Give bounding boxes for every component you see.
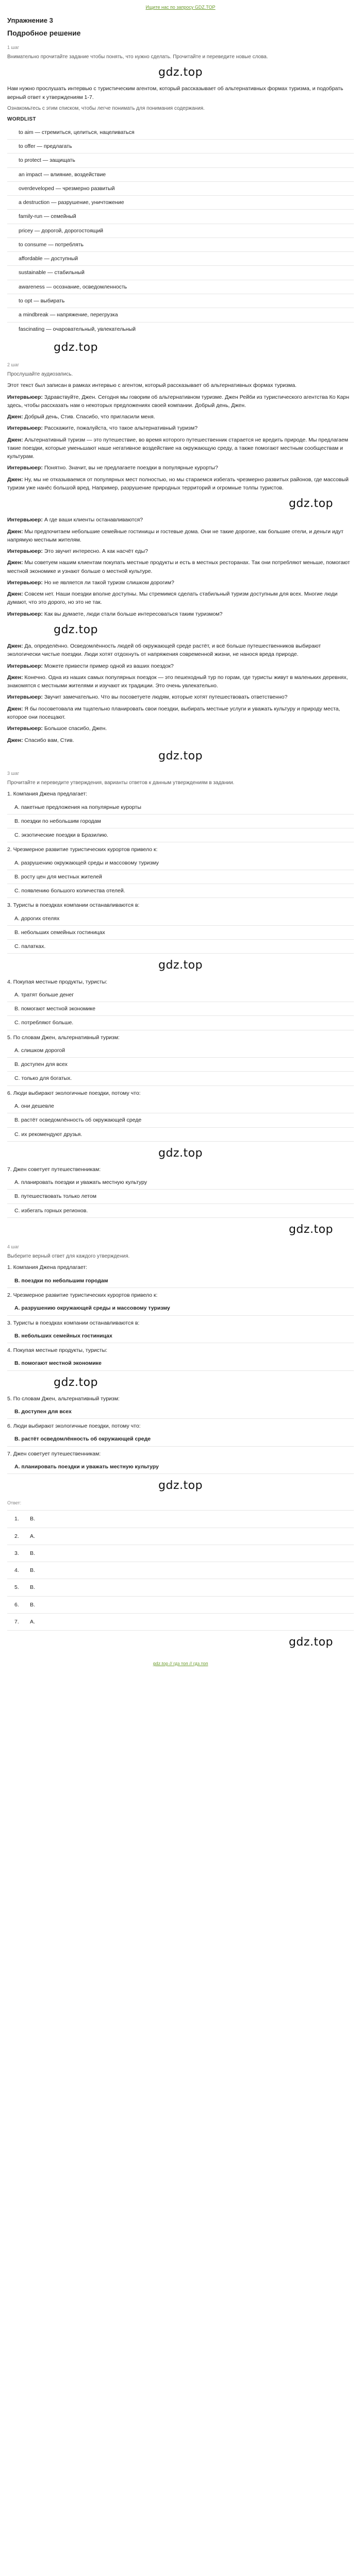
answer-option: A. планировать поездки и уважать местную культуру [7, 1176, 354, 1190]
chosen-answer: B. поездки по небольшим городам [14, 1277, 108, 1284]
speaker-text: Понятно. Значит, вы не предлагаете поездки в популярные курорты? [44, 465, 218, 471]
answer-option: A. слишком дорогой [7, 1044, 354, 1058]
speaker-text: Расскажите, пожалуйста, что такое альтернативный туризм? [44, 425, 198, 432]
chosen-answer: B. небольших семейных гостиницах [14, 1332, 112, 1339]
transcript-line [7, 558, 354, 575]
transcript-line [7, 476, 354, 493]
answer-option: B. росту цен для местных жителей [7, 870, 354, 884]
step-3-label: 3 шаг [7, 770, 20, 776]
wordlist-item: to aim — стремиться, целиться, нацеливаться [7, 126, 354, 140]
answer-option: C. экзотические поездки в Бразилию. [7, 828, 354, 842]
chosen-option [7, 1357, 354, 1370]
exercise-title: Упражнение 3 [7, 16, 53, 24]
transcript-line [7, 693, 354, 701]
answer-option: B. помогают местной экономике [7, 1002, 354, 1016]
watermark: gdz.top [288, 497, 333, 511]
speaker-text: Добрый день, Стив. Спасибо, что пригласили меня. [24, 414, 155, 420]
transcript-line [7, 579, 354, 587]
answer-option: C. их рекомендуют друзья. [7, 1128, 354, 1142]
transcript-line [7, 436, 354, 461]
answer-number: 1. [14, 1516, 19, 1522]
speaker-text: Этот текст был записан в рамках интервью с агентом, который рассказывает об альтернативных формах туризма. [7, 382, 297, 389]
wordlist-item: awareness — осознание, осведомленность [7, 280, 354, 294]
wordlist [7, 126, 354, 336]
speaker-text: Мы советуем нашим клиентам покупать местные продукты и есть в местных ресторанах. Так они потребляют меньше, помогают местной экономике и узнают больше о местной культуре. [7, 560, 350, 574]
transcript-line [7, 662, 354, 670]
transcript-line [7, 610, 354, 618]
question-text: 1. Компания Джена предлагает: [7, 791, 88, 798]
answer-option: B. небольших семейных гостиницах [7, 926, 354, 940]
speaker-text: Можете привести пример одной из ваших поездок? [44, 663, 174, 669]
speaker-name: Джен: [7, 705, 23, 712]
question-text: 4. Покупая местные продукты, туристы: [7, 978, 108, 985]
wordlist-item: pricey — дорогой, дорогостоящий [7, 224, 354, 238]
chosen-option [7, 1460, 354, 1474]
step-4-label: 4 шаг [7, 1244, 20, 1250]
speaker-name: Джен: [7, 591, 23, 598]
speaker-text: Я бы посоветовала им тщательно планировать свои поездки, выбирать местные услуги и уважать культуру и природу места, которое они посещают. [7, 705, 340, 720]
question-text: 6. Люди выбирают экологичные поездки, потому что: [7, 1090, 141, 1096]
answer-value: A. [30, 1533, 35, 1539]
transcript-line [7, 642, 354, 659]
speaker-name: Интервьюер: [7, 517, 43, 523]
wordlist-item: affordable — доступный [7, 252, 354, 266]
step-2-text: Прослушайте аудиозапись. [7, 371, 73, 377]
speaker-name: Джен: [7, 560, 23, 566]
speaker-name: Джен: [7, 476, 23, 483]
watermark: gdz.top [288, 1223, 333, 1236]
chosen-answer: A. разрушению окружающей среды и массовому туризму [14, 1305, 170, 1312]
answer-number: 2. [14, 1533, 19, 1539]
chosen-answer: B. доступен для всех [14, 1408, 72, 1415]
speaker-text: Здравствуйте, Джен. Сегодня мы говорим об альтернативном туризме. Джен Рейби из туристического агентства Ко Карн здесь, чтобы рассказать нам о некоторых предложениях своей компании. Добрый день, Джен. [7, 394, 350, 409]
answer-value: B. [30, 1584, 35, 1591]
watermark: gdz.top [158, 1146, 203, 1160]
translated-questions [7, 790, 354, 1218]
chosen-answer: A. планировать поездки и уважать местную культуру [14, 1464, 159, 1470]
question-text: 7. Джен советует путешественникам: [7, 1166, 101, 1173]
speaker-name: Интервьюер: [7, 465, 43, 471]
speaker-text: Мы предпочитаем небольшие семейные гостиницы и гостевые дома. Они не такие дорогие, как большие отели, и деньги идут напрямую местным жителям. [7, 528, 343, 543]
speaker-text: Ну, мы не отказываемся от популярных мест полностью, но мы стараемся избегать чрезмерно развитых районов, где массовый туризм уже нанёс большой вред. Например, разрушение природных территорий и огромные толпы туристов. [7, 476, 349, 491]
speaker-name: Джен: [7, 414, 23, 420]
answer-number: 6. [14, 1601, 19, 1608]
speaker-text: Спасибо вам, Стив. [24, 737, 74, 743]
step-4-text: Выберите верный ответ для каждого утверждения. [7, 1253, 130, 1259]
chosen-option [7, 1329, 354, 1343]
speaker-name: Джен: [7, 643, 23, 650]
transcript-line [7, 673, 354, 690]
wordlist-title: WORDLIST [7, 116, 36, 123]
speaker-text: Да, определённо. Осведомлённость людей об окружающей среде растёт, и всё больше путешественников выбирают экологически чистые поездки. Люди хотят отдохнуть от напряжения современной жизни, не нанося вреда природе. [7, 643, 321, 658]
answer-option: A. дорогих отелях [7, 912, 354, 926]
transcript-line [7, 705, 354, 722]
answer-number: 7. [14, 1618, 19, 1625]
question-text: 6. Люди выбирают экологичные поездки, потому что: [7, 1423, 141, 1430]
answer-option: A. разрушению окружающей среды и массовому туризму [7, 856, 354, 870]
speaker-name: Интервьюер: [7, 694, 43, 701]
answer-option: C. появлению большого количества отелей. [7, 884, 354, 898]
footer-link[interactable]: gdz.top // гдз топ // гдз.топ [153, 1661, 208, 1667]
answer-option: A. тратят больше денег [7, 988, 354, 1002]
answer-table [7, 1510, 354, 1631]
speaker-text: Но не является ли такой туризм слишком дорогим? [44, 579, 174, 586]
wordlist-item: a destruction — разрушение, уничтожение [7, 196, 354, 210]
answer-option: B. путешествовать только летом [7, 1190, 354, 1204]
wordlist-item: to protect — защищать [7, 154, 354, 167]
chosen-option [7, 1274, 354, 1288]
speaker-name: Интервьюер: [7, 725, 43, 732]
question-text: 7. Джен советует путешественникам: [7, 1450, 101, 1457]
transcript-line [7, 516, 354, 524]
speaker-text: Как вы думаете, люди стали больше интересоваться таким туризмом? [44, 611, 223, 617]
answer-number: 3. [14, 1550, 19, 1556]
transcript-line [7, 413, 354, 421]
intro-paragraph: Нам нужно прослушать интервью с туристическим агентом, который рассказывает об альтернативных формах туризма, и подобрать верный ответ к утверждениям 1-7. [7, 86, 343, 100]
chosen-option [7, 1432, 354, 1446]
answer-option: C. только для богатых. [7, 1072, 354, 1086]
speaker-name: Джен: [7, 737, 23, 743]
speaker-name: Интервьюер: [7, 579, 43, 586]
answer-value: B. [30, 1601, 35, 1608]
footer[interactable] [7, 1660, 354, 1668]
wordlist-item: to offer — предлагать [7, 140, 354, 154]
wordlist-item: fascinating — очаровательный, увлекательный [19, 326, 136, 332]
speaker-name: Интервьюер: [7, 611, 43, 617]
wordlist-item: to consume — потреблять [7, 238, 354, 252]
transcript-line [7, 528, 354, 545]
speaker-text: А где ваши клиенты останавливаются? [44, 517, 143, 523]
transcript-line [7, 547, 354, 555]
step-2-label: 2 шаг [7, 362, 20, 367]
question-text: 4. Покупая местные продукты, туристы: [7, 1347, 108, 1354]
question-text: 3. Туристы в поездках компании останавливаются в: [7, 902, 140, 909]
speaker-name: Джен: [7, 674, 23, 681]
answer-value: B. [30, 1567, 35, 1574]
answer-row [7, 1545, 354, 1562]
watermark: gdz.top [158, 959, 203, 972]
speaker-name: Интервьюер: [7, 663, 43, 669]
transcript-line [7, 724, 354, 733]
answer-number: 4. [14, 1567, 19, 1574]
speaker-text: Альтернативный туризм — это путешествие, во время которого путешественник старается не вредить природе. Мы предлагаем такие поездки, которые уменьшают наше негативное воздействие на окружающую среду, а также помогают местным сообществам и культурам. [7, 436, 349, 460]
chosen-answer: B. растёт осведомлённость об окружающей среде [14, 1436, 151, 1443]
top-banner[interactable] [7, 3, 354, 14]
answer-row [7, 1528, 354, 1545]
watermark: gdz.top [54, 341, 99, 354]
answer-option: B. доступен для всех [7, 1058, 354, 1072]
speaker-text: Большое спасибо, Джен. [44, 725, 107, 732]
answer-option: B. растёт осведомлённость об окружающей среде [7, 1113, 354, 1127]
answer-option: C. потребляют больше. [7, 1016, 354, 1030]
top-banner-link[interactable]: Ищите нас по запросу GDZ.TOP [145, 5, 216, 10]
question-text: 2. Чрезмерное развитие туристических курортов привело к: [7, 846, 158, 853]
answer-row [7, 1597, 354, 1614]
question-text: 2. Чрезмерное развитие туристических курортов привело к: [7, 1292, 158, 1298]
question-text: 5. По словам Джен, альтернативный туризм: [7, 1395, 120, 1402]
speaker-text: Звучит замечательно. Что вы посоветуете людям, которые хотят путешествовать ответственно? [44, 694, 288, 701]
speaker-name: Джен: [7, 436, 23, 443]
transcript-line [7, 736, 354, 744]
wordlist-item: to opt — выбирать [7, 294, 354, 308]
question-text: 5. По словам Джен, альтернативный туризм: [7, 1034, 120, 1041]
answer-option: C. палатках. [7, 940, 354, 954]
step-3-text: Прочитайте и переведите утверждения, варианты ответов к данным утверждениям в задании. [7, 779, 235, 786]
wordlist-item: sustainable — стабильный [7, 266, 354, 280]
wordlist-item: an impact — влияние, воздействие [7, 168, 354, 182]
answer-option: B. поездки по небольшим городам [7, 815, 354, 828]
watermark: gdz.top [54, 1376, 99, 1389]
transcript-line [7, 381, 354, 389]
answer-label: Ответ: [7, 1500, 22, 1506]
answer-value: B. [30, 1516, 35, 1522]
step-1-label: 1 шаг [7, 44, 20, 50]
wordlist-item: a mindbreak — напряжение, перегрузка [7, 308, 354, 322]
speaker-text: Конечно. Одна из наших самых популярных поездок — это пешеходный тур по горам, где туристы живут в маленьких деревнях, знакомятся с местными жителями и изучают их традиции. Это очень увлекательно. [7, 674, 348, 689]
solution-title: Подробное решение [7, 29, 81, 38]
wordlist-item: family-run — семейный [7, 210, 354, 224]
answer-value: B. [30, 1550, 35, 1556]
answer-option: A. они дешевле [7, 1099, 354, 1113]
watermark: gdz.top [158, 749, 203, 762]
answer-number: 5. [14, 1584, 19, 1591]
speaker-text: Совсем нет. Наши поездки вполне доступны. Мы стремимся сделать стабильный туризм доступным для всех. Многие люди думают, что это дорого, но это не так. [7, 591, 338, 606]
question-text: 1. Компания Джена предлагает: [7, 1264, 88, 1271]
answer-row [7, 1614, 354, 1631]
chosen-option [7, 1405, 354, 1419]
chosen-option [7, 1301, 354, 1315]
question-text: 3. Туристы в поездках компании останавливаются в: [7, 1319, 140, 1326]
transcript-line [7, 464, 354, 472]
speaker-name: Интервьюер: [7, 425, 43, 432]
speaker-name: Интервьюер: [7, 394, 43, 400]
watermark: gdz.top [54, 623, 99, 637]
transcript-line [7, 424, 354, 432]
chosen-answer: B. помогают местной экономике [14, 1360, 102, 1367]
watermark: gdz.top [158, 66, 203, 79]
speaker-name: Джен: [7, 528, 23, 535]
answer-row [7, 1562, 354, 1579]
answer-value: A. [30, 1618, 35, 1625]
watermark: gdz.top [158, 1479, 203, 1493]
chosen-answers [7, 1263, 354, 1474]
speaker-text: Это звучит интересно. А как насчёт еды? [44, 548, 148, 555]
answer-option: A. пакетные предложения на популярные курорты [7, 801, 354, 815]
speaker-name: Интервьюер: [7, 548, 43, 555]
wordlist-note: Ознакомьтесь с этим списком, чтобы легче понимать для понимания содержания. [7, 105, 205, 111]
watermark: gdz.top [288, 1636, 333, 1649]
transcript [7, 381, 354, 744]
step-1-text: Внимательно прочитайте задание чтобы понять, что нужно сделать. Прочитайте и переведите новые слова. [7, 54, 268, 60]
answer-row [7, 1579, 354, 1596]
wordlist-item: overdeveloped — чрезмерно развитый [7, 182, 354, 196]
transcript-line [7, 590, 354, 607]
answer-row [7, 1511, 354, 1528]
answer-option: C. избегать горных регионов. [7, 1204, 354, 1218]
transcript-line [7, 393, 354, 410]
